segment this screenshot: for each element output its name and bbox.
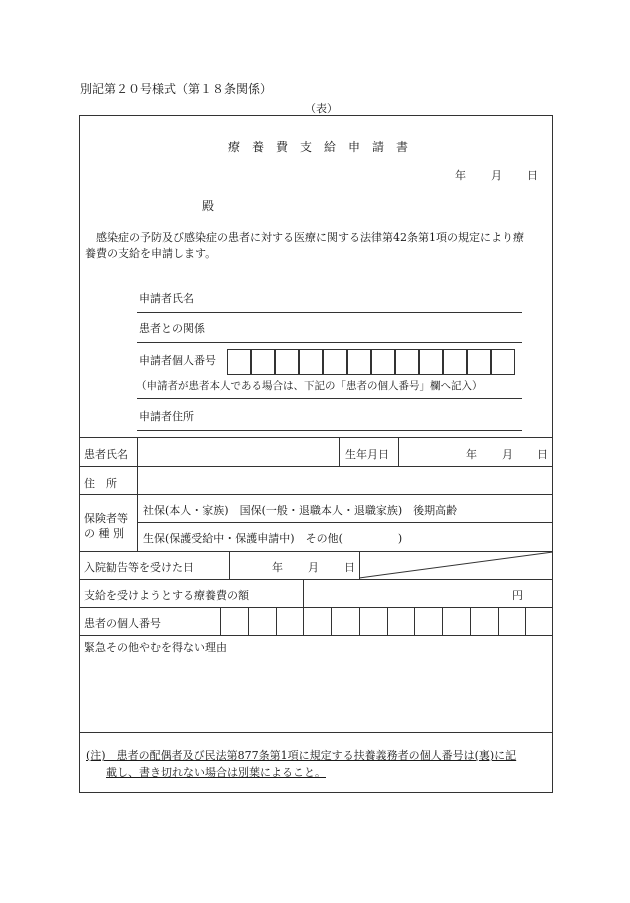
insurance-label-1: 保険者等: [84, 512, 128, 525]
patient-id-digit-divider: [303, 607, 304, 635]
form-reference: 別記第２０号様式（第１８条関係）: [80, 82, 273, 96]
applicant-id-digit-cell[interactable]: [419, 349, 443, 375]
amount-unit: 円: [512, 589, 523, 602]
date-month: 月: [491, 169, 502, 182]
patient-id-digit-divider: [276, 607, 277, 635]
addressee: 殿: [202, 199, 215, 213]
applicant-id-note: （申請者が患者本人である場合は、下記の「患者の個人番号」欄へ記入）: [136, 380, 483, 392]
applicant-id-digit-cell[interactable]: [371, 349, 395, 375]
applicant-id-digit-cell[interactable]: [395, 349, 419, 375]
insurance-label-2: の 種 別: [84, 527, 124, 540]
applicant-id-digit-cell[interactable]: [347, 349, 371, 375]
side-label: （表）: [305, 102, 338, 115]
patient-id-digit-divider: [498, 607, 499, 635]
applicant-id-digit-cell[interactable]: [299, 349, 323, 375]
birthdate-label: 生年月日: [345, 448, 389, 461]
applicant-address-line[interactable]: [137, 430, 522, 431]
patient-id-digit-divider: [414, 607, 415, 635]
birth-day: 日: [537, 448, 548, 461]
insurance-options-row2[interactable]: 生保(保護受給中・保護申請中) その他( ): [143, 532, 403, 545]
body-text-line2: 養費の支給を申請します。: [85, 247, 217, 260]
admission-month: 月: [308, 561, 319, 574]
applicant-id-label: 申請者個人番号: [139, 354, 216, 367]
birth-year: 年: [466, 448, 477, 461]
applicant-name-label: 申請者氏名: [139, 292, 194, 305]
note-line1: (注) 患者の配偶者及び民法第877条第1項に規定する扶養義務者の個人番号は(裏)に記: [86, 749, 517, 762]
admission-year: 年: [272, 561, 283, 574]
applicant-id-digit-cell[interactable]: [443, 349, 467, 375]
patient-name-label: 患者氏名: [84, 448, 128, 461]
applicant-id-line: [137, 398, 522, 399]
applicant-name-line[interactable]: [137, 312, 522, 313]
applicant-address-label: 申請者住所: [139, 410, 194, 423]
patient-id-digit-divider: [525, 607, 526, 635]
form-title: 療養費支給申請書: [228, 140, 421, 154]
patient-id-digit-divider: [248, 607, 249, 635]
date-year: 年: [455, 169, 466, 182]
relation-line[interactable]: [137, 342, 522, 343]
applicant-id-digit-cell[interactable]: [275, 349, 299, 375]
note-line2: 載し、書き切れない場合は別葉によること。: [106, 766, 326, 779]
insurance-options-row1[interactable]: 社保(本人・家族) 国保(一般・退職本人・退職家族) 後期高齢: [143, 504, 458, 517]
patient-id-digit-divider: [442, 607, 443, 635]
applicant-id-digit-cell[interactable]: [323, 349, 347, 375]
applicant-id-digit-cell[interactable]: [491, 349, 515, 375]
applicant-id-digit-cell[interactable]: [467, 349, 491, 375]
birth-month: 月: [502, 448, 513, 461]
admission-day: 日: [344, 561, 355, 574]
applicant-id-digit-cell[interactable]: [251, 349, 275, 375]
amount-label: 支給を受けようとする療養費の額: [84, 589, 249, 602]
patient-address-label: 住 所: [84, 477, 117, 490]
patient-id-digit-divider: [387, 607, 388, 635]
admission-date-label: 入院勧告等を受けた日: [84, 561, 194, 574]
admission-diagonal: [359, 551, 553, 579]
patient-id-digit-divider: [331, 607, 332, 635]
applicant-id-digit-cell[interactable]: [227, 349, 251, 375]
patient-id-digit-divider: [470, 607, 471, 635]
reason-label: 緊急その他やむを得ない理由: [84, 641, 227, 654]
patient-id-digit-divider: [359, 607, 360, 635]
body-text-line1: 感染症の予防及び感染症の患者に対する医療に関する法律第42条第1項の規定により療: [96, 231, 524, 244]
patient-id-digit-divider: [220, 607, 221, 635]
relation-label: 患者との関係: [139, 322, 205, 335]
patient-id-label: 患者の個人番号: [84, 617, 161, 630]
date-day: 日: [527, 169, 538, 182]
